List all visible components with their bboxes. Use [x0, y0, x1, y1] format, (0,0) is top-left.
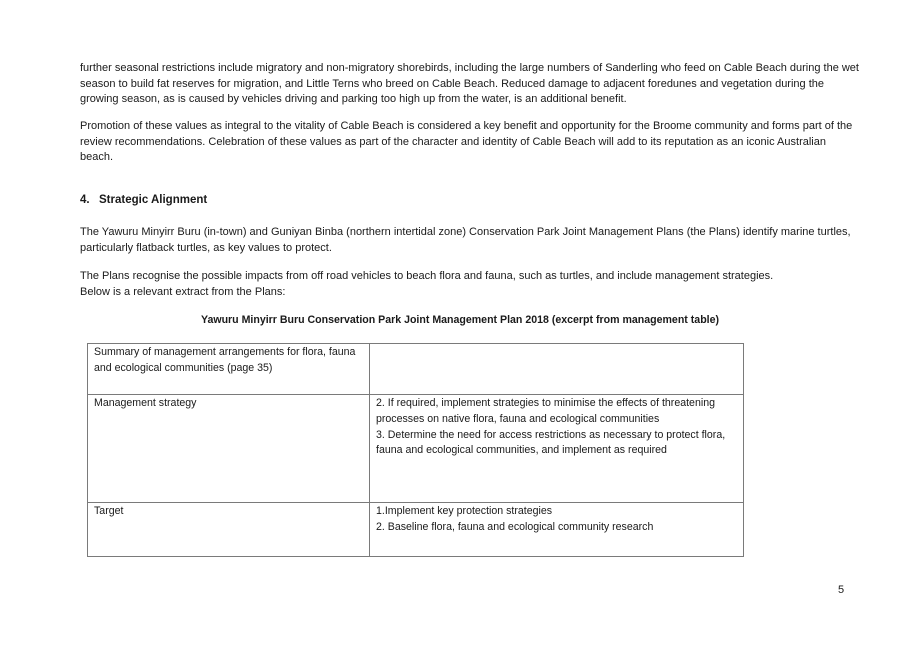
row-label: Target [88, 503, 370, 557]
body-paragraph-promotion: Promotion of these values as integral to the vitality of Cable Beach is considered a key benefit and opportunity for the Broome community and forms part of the review recommendations. Celebration of these values as part of the character and identity of Cable Beach will add to its reputation as an iconic Australian beach. [80, 120, 853, 164]
body-paragraph-impacts [80, 269, 860, 300]
strategy-item: 3. Determine the need for access restrictions as necessary to protect flora, fauna and ecological communities, and implement as required [376, 428, 726, 457]
row-value [370, 395, 744, 503]
row-value [370, 503, 744, 557]
row-label: Management strategy [88, 395, 370, 503]
target-item: 1.Implement key protection strategies [376, 505, 553, 517]
body-paragraph-plans: The Yawuru Minyirr Buru (in-town) and Guniyan Binba (northern intertidal zone) Conservation Park Joint Management Plans (the Plans) identify marine turtles, particularly flatback turtles, as key values to protect. [80, 226, 851, 254]
section-number: 4. [80, 194, 90, 206]
extract-intro-line: Below is a relevant extract from the Plans: [80, 285, 286, 298]
row-value [370, 344, 744, 395]
strategy-item: 2. If required, implement strategies to minimise the effects of threatening processes on native flora, fauna and ecological communities [376, 397, 715, 425]
section-title: Strategic Alignment [99, 194, 208, 206]
page-number: 5 [838, 584, 845, 596]
target-item: 2. Baseline flora, fauna and ecological community research [376, 520, 654, 533]
impacts-line: The Plans recognise the possible impacts from off road vehicles to beach flora and fauna, such as turtles, and include management strategies. [80, 270, 774, 282]
table-caption: Yawuru Minyirr Buru Conservation Park Joint Management Plan 2018 (excerpt from management table) [200, 314, 720, 326]
section-heading [80, 194, 207, 206]
table-row [88, 503, 744, 557]
row-label: Summary of management arrangements for flora, fauna and ecological communities (page 35) [88, 344, 370, 395]
management-table [87, 343, 744, 557]
table-row [88, 395, 744, 503]
table-row [88, 344, 744, 395]
body-paragraph-shorebirds: further seasonal restrictions include migratory and non-migratory shorebirds, including the large numbers of Sanderling who feed on Cable Beach during the wet season to build fat reserves for migration, and Little Terns who breed on Cable Beach. Reduced damage to adjacent foredunes and vegetation during the growing season, as is caused by vehicles driving and parking too high up from the water, is an additional benefit. [80, 62, 859, 106]
